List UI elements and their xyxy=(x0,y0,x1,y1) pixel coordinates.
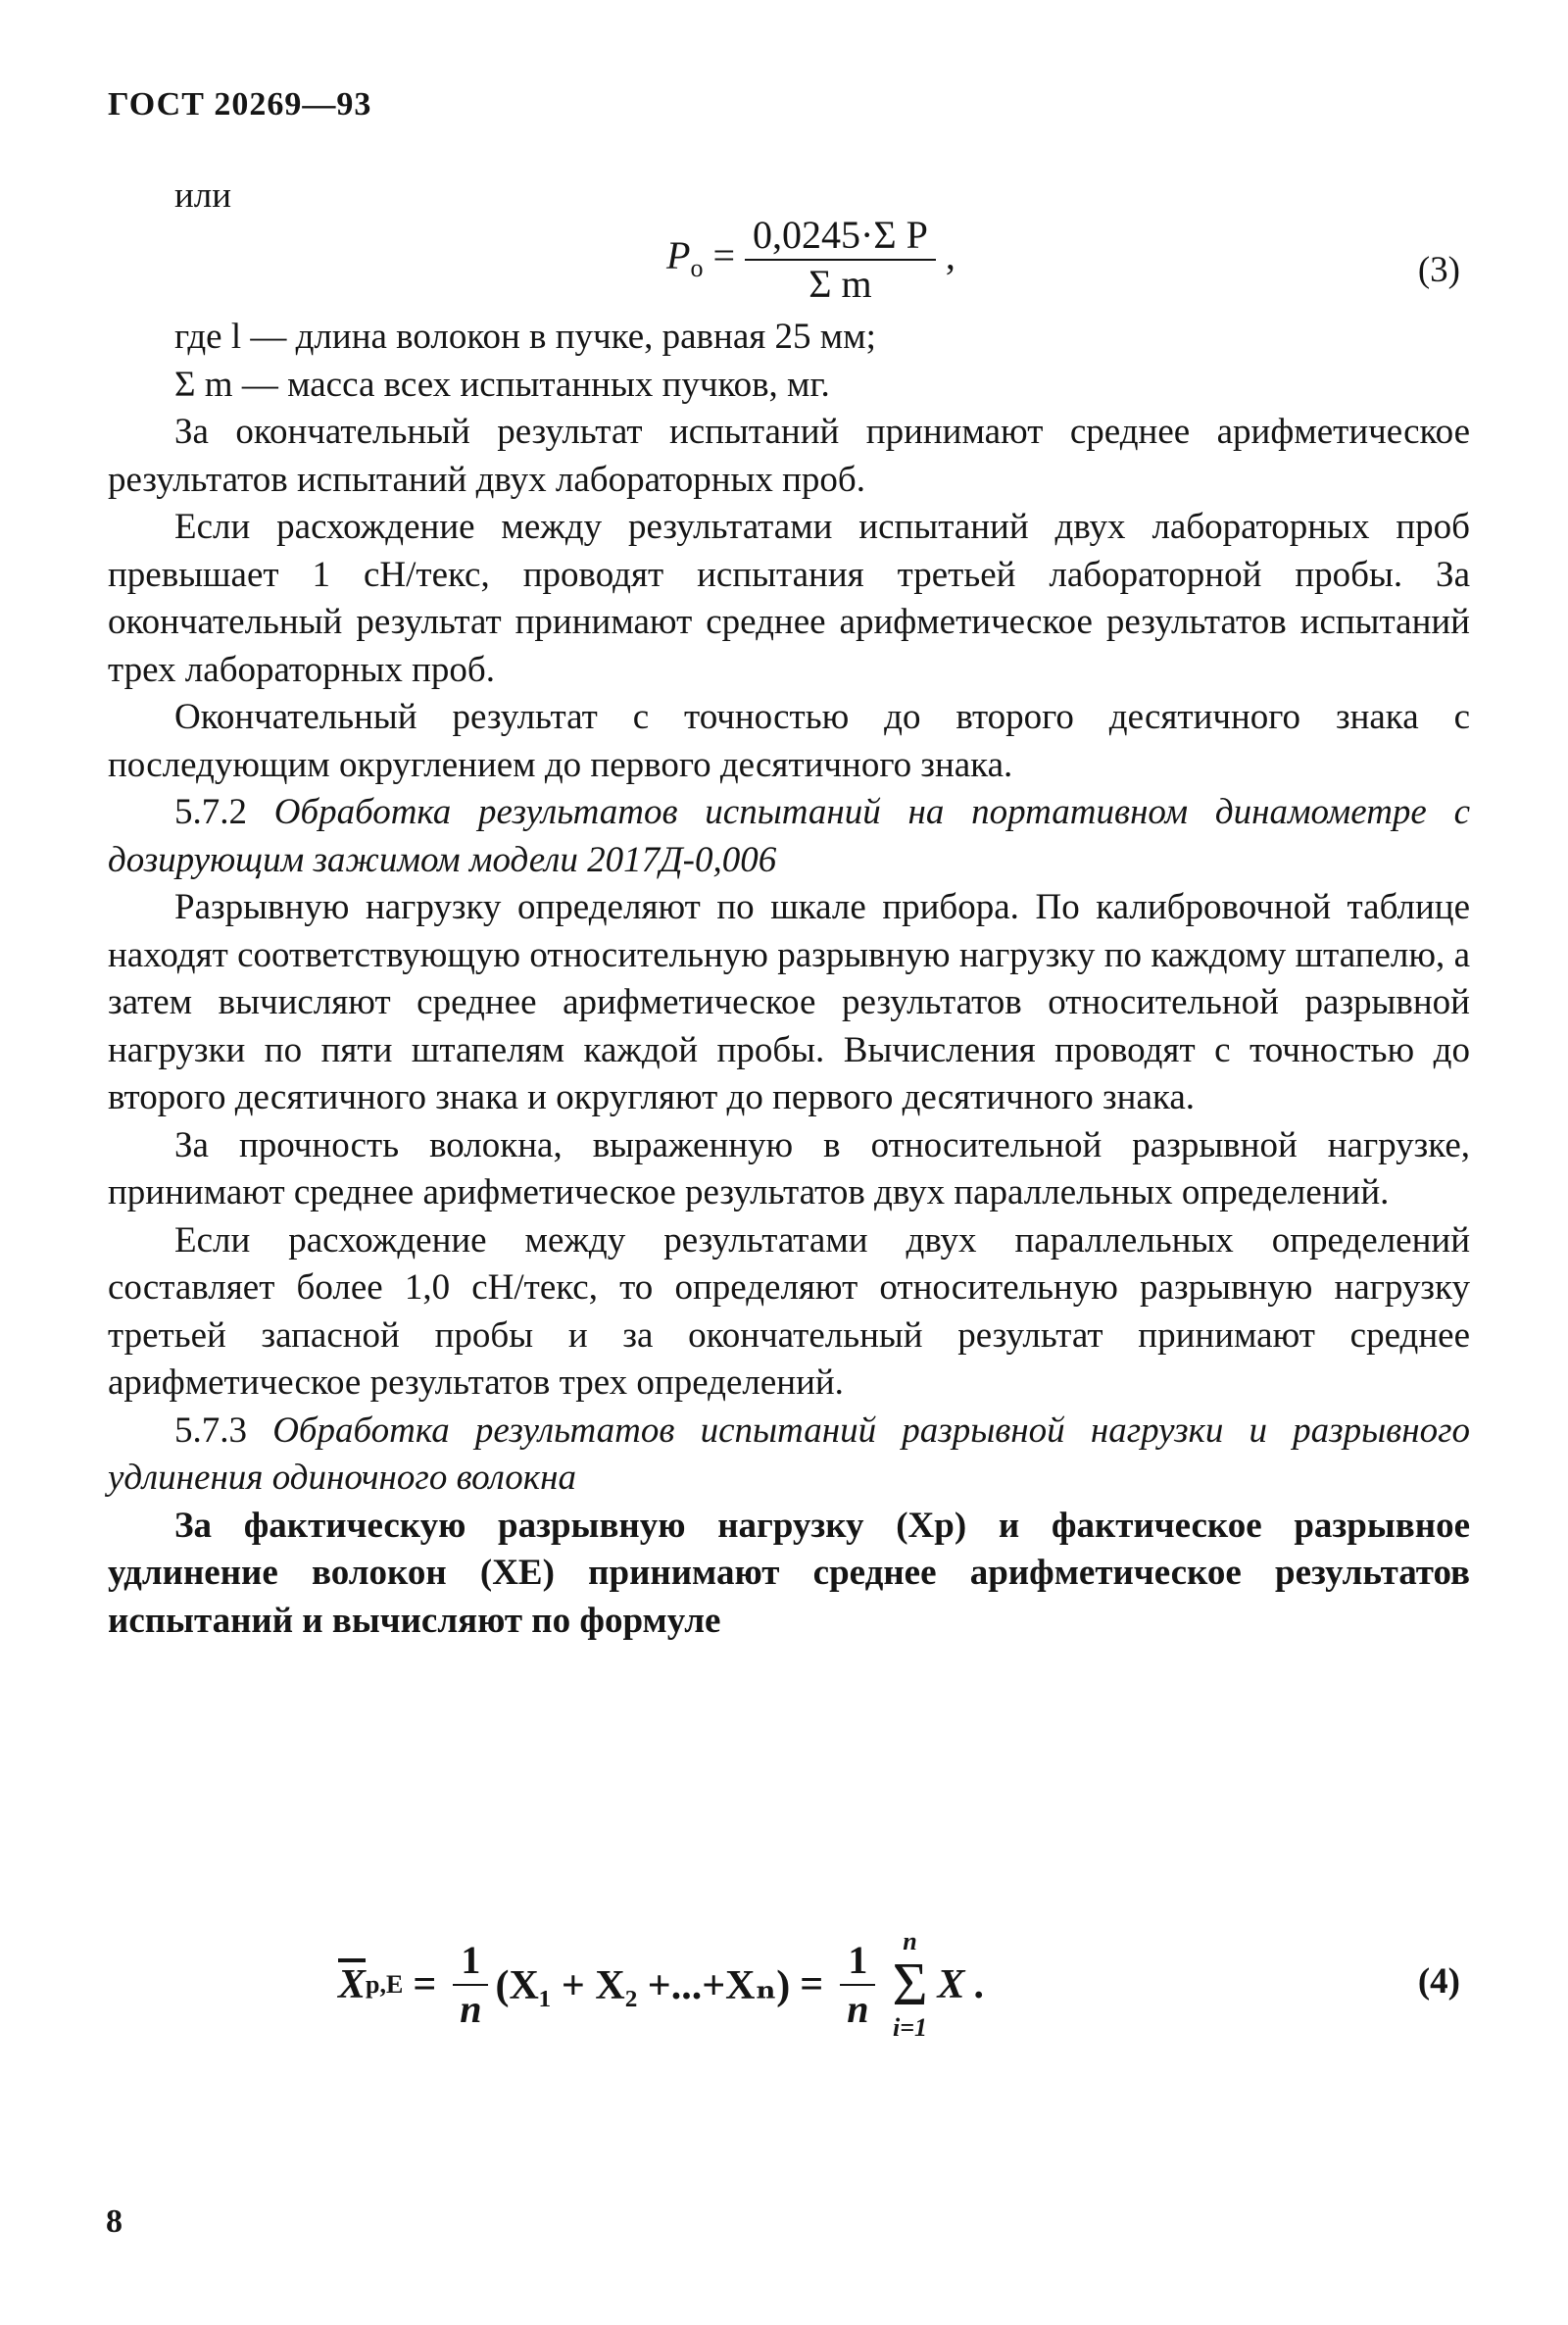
document-body xyxy=(108,314,1470,1645)
formula-4-fraction-2: $\frac{1}{n}$ xyxy=(839,1939,876,2031)
paragraph-parallel-discrepancy: Если расхождение между результатами двух параллельных определений составляет более 1,0 сН/текс, то определяют относительную разрывную нагрузку третьей запасной пробы и за окончательный результат принимают среднее арифметическое результатов трех определений. xyxy=(108,1219,1470,1403)
formula-4-middle: (X₁ + X₂ +...+Xₙ) xyxy=(495,1963,791,2008)
paragraph-actual-load: За фактическую разрывную нагрузку (Xр) и фактическое разрывное удлинение волокон (XЕ) принимают среднее арифметическое результатов испытаний и вычисляют по формуле xyxy=(108,1505,1470,1641)
formula-4-fraction-1: $\frac{1}{n}$ xyxy=(452,1939,489,2031)
formula-3-fraction xyxy=(745,214,936,306)
section-5-7-3-heading: 5.7.3 Обработка результатов испытаний разрывной нагрузки и разрывного удлинения одиночного волокна xyxy=(108,1410,1471,1498)
formula-4-number: (4) xyxy=(1417,1961,1460,2002)
formula-3-lhs: $P_о$ xyxy=(666,233,704,283)
formula-4-tail: X . xyxy=(937,1962,986,2007)
page-number: 8 xyxy=(106,2203,122,2240)
formula-4-lhs: $\overline{X}$ xyxy=(338,1962,367,2007)
formula-3: $P_о$ = $\frac{\text{0,0245·Σ P}}{\text{Σ m}}$ , xyxy=(666,213,956,306)
paragraph-final-result: За окончательный результат испытаний принимают среднее арифметическое результатов испытаний двух лабораторных проб. xyxy=(108,412,1470,500)
paragraph-precision: Окончательный результат с точностью до второго десятичного знака с последующим округлением до первого десятичного знака. xyxy=(108,697,1470,785)
formula-4-sum: n Σ i=1 xyxy=(892,1927,928,2042)
formula-4: $\overline{X}$ р,Е = $\frac{1}{n}$ (X₁ + X₂ +...+Xₙ) = $\frac{1}{n}$ n Σ i=1 X . xyxy=(338,1927,986,2042)
definition-m: Σ m — масса всех испытанных пучков, мг. xyxy=(174,364,830,405)
document-header: ГОСТ 20269—93 xyxy=(108,86,372,123)
formula-3-lead-word: или xyxy=(174,175,232,216)
formula-3-denominator: Σ m xyxy=(808,262,872,306)
definition-l: где l — длина волокон в пучке, равная 25 мм; xyxy=(174,317,876,357)
paragraph-breaking-load: Разрывную нагрузку определяют по шкале прибора. По калибровочной таблице находят соответствующую относительную разрывную нагрузку по каждому штапелю, а затем вычисляют среднее арифметическое результатов относительной разрывной нагрузки по пяти штапелям каждой пробы. Вычисления проводят с точностью до второго десятичного знака и округляют до первого десятичного знака. xyxy=(108,887,1470,1117)
paragraph-fiber-strength: За прочность волокна, выраженную в относительной разрывной нагрузке, принимают среднее арифметическое результатов двух параллельных определений. xyxy=(108,1124,1470,1212)
formula-3-number: (3) xyxy=(1417,250,1460,290)
formula-3-numerator: 0,0245·Σ P xyxy=(745,214,936,261)
paragraph-discrepancy: Если расхождение между результатами испытаний двух лабораторных проб превышает 1 сН/текс, проводят испытания третьей лабораторной пробы. За окончательный результат принимают среднее арифметическое результатов испытаний трех лабораторных проб. xyxy=(108,507,1470,690)
section-5-7-2-heading: 5.7.2 Обработка результатов испытаний на портативном динамометре с дозирующим зажимом модели 2017Д-0,006 xyxy=(108,792,1470,880)
